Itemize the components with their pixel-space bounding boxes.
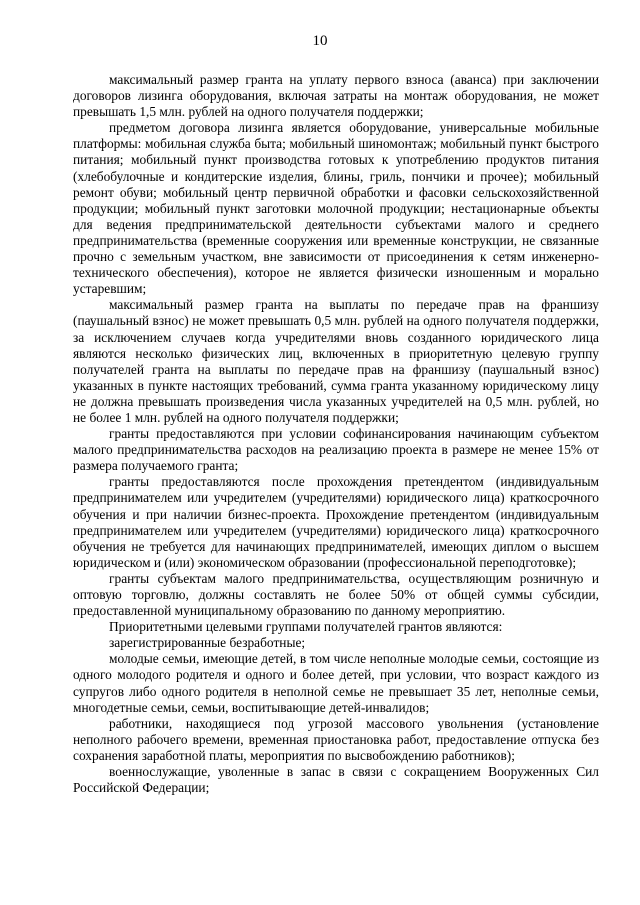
paragraph-young-families: молодые семьи, имеющие детей, в том числе неполные молодые семьи, состоящие из одного молодого родителя и одного и более детей, при условии, что возраст каждого из супругов либо одного родителя в неполной семье не превышает 35 лет, неполные семьи, многодетные семьи, семьи, воспитывающие детей-инвалидов; bbox=[73, 651, 599, 715]
paragraph-registered-unemployed: зарегистрированные безработные; bbox=[109, 635, 306, 651]
paragraph-franchise-grant: максимальный размер гранта на выплаты по передаче прав на франшизу (паушальный взнос) не может превышать 0,5 млн. рублей на одного получателя поддержки, за исключением случаев когда учредителями вновь созданного юридического лица являются несколько физических лиц, включенных в приоритетную целевую группу получателей гранта на выплаты по передаче прав на франшизу (паушальный взнос) указанных в пункте настоящих требований, сумма гранта указанному юридическому лицу не должна превышать произведения числа указанных учредителей на 0,5 млн. рублей, но не более 1 млн. рублей на одного получателя поддержки; bbox=[73, 297, 599, 425]
paragraph-training-requirement: гранты предоставляются после прохождения претендентом (индивидуальным предпринимателем или учредителем (учредителями) юридического лица) краткосрочного обучения и при наличии бизнес-проекта. Прохождение претендентом (индивидуальным предпринимателем или учредителем (учредителями) юридического лица) краткосрочного обучения не требуется для начинающих предпринимателей, имеющих диплом о высшем юридическом и (или) экономическом образовании (профессиональной переподготовке); bbox=[73, 474, 599, 570]
document-body bbox=[73, 72, 599, 796]
paragraph-priority-groups-heading: Приоритетными целевыми группами получателей грантов являются: bbox=[109, 619, 503, 635]
paragraph-lease-advance-grant: максимальный размер гранта на уплату первого взноса (аванса) при заключении договоров лизинга оборудования, включая затраты на монтаж оборудования, не может превышать 1,5 млн. рублей на одного получателя поддержки; bbox=[73, 72, 599, 120]
paragraph-lease-subject: предметом договора лизинга является оборудование, универсальные мобильные платформы: мобильная служба быта; мобильный шиномонтаж; мобильный пункт быстрого питания; мобильный пункт производства готовых к употреблению продуктов питания (хлебобулочные и кондитерские изделия, блины, гриль, пончики и прочее); мобильный ремонт обуви; мобильный центр первичной обработки и фасовки сельскохозяйственной продукции; мобильный пункт заготовки молочной продукции; нестационарные объекты для ведения предпринимательской деятельности субъектами малого и среднего предпринимательства (временные сооружения или временные конструкции, не связанные прочно с земельным участком, вне зависимости от присоединения к сетям инженерно-технического обеспечения), которое не является физически изношенным и морально устаревшим; bbox=[73, 120, 599, 297]
page-number: 10 bbox=[312, 33, 328, 49]
paragraph-workers-at-risk: работники, находящиеся под угрозой массового увольнения (установление неполного рабочего времени, временная приостановка работ, предоставление отпуска без сохранения заработной платы, мероприятия по высвобождению работников); bbox=[73, 715, 599, 763]
paragraph-trade-limit: гранты субъектам малого предпринимательства, осуществляющим розничную и оптовую торговлю, должны составлять не более 50% от общей суммы субсидии, предоставленной муниципальному образованию по данному мероприятию. bbox=[73, 570, 599, 619]
paragraph-discharged-military: военнослужащие, уволенные в запас в связи с сокращением Вооруженных Сил Российской Федерации; bbox=[73, 764, 599, 796]
paragraph-cofinancing: гранты предоставляются при условии софинансирования начинающим субъектом малого предпринимательства расходов на реализацию проекта в размере не менее 15% от размера получаемого гранта; bbox=[73, 426, 599, 474]
